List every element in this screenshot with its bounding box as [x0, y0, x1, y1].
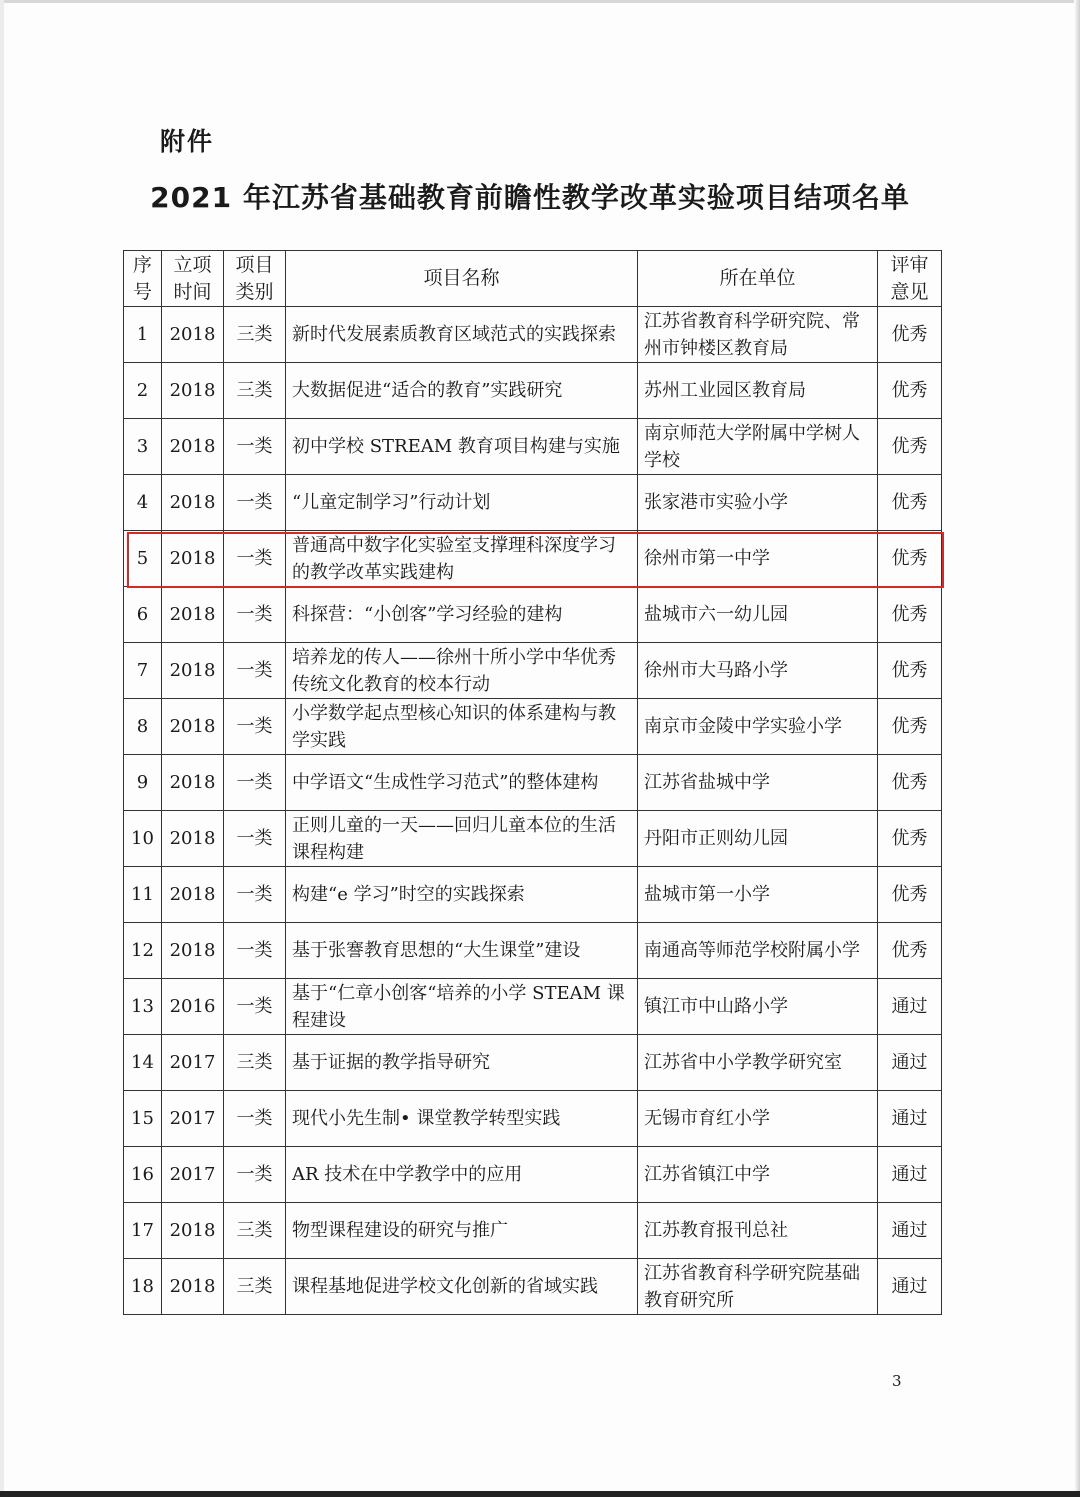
cell-project-name: 基于张謇教育思想的“大生课堂”建设 [286, 923, 638, 979]
page-number: 3 [892, 1372, 902, 1390]
cell-review: 通过 [878, 1203, 942, 1259]
cell-project-name: 培养龙的传人——徐州十所小学中华优秀传统文化教育的校本行动 [286, 643, 638, 699]
scan-edge-right [1074, 0, 1080, 1497]
cell-index: 2 [124, 363, 162, 419]
cell-review: 优秀 [878, 363, 942, 419]
cell-project-name: 普通高中数字化实验室支撑理科深度学习的教学改革实践建构 [286, 531, 638, 587]
cell-unit: 江苏省盐城中学 [638, 755, 878, 811]
scan-edge-bottom [0, 1491, 1080, 1497]
cell-project-name: 中学语文“生成性学习范式”的整体建构 [286, 755, 638, 811]
table-body [124, 307, 942, 1315]
cell-category: 一类 [224, 1091, 286, 1147]
cell-unit: 镇江市中山路小学 [638, 979, 878, 1035]
cell-unit: 江苏省镇江中学 [638, 1147, 878, 1203]
cell-index: 17 [124, 1203, 162, 1259]
cell-start-year: 2018 [162, 587, 224, 643]
cell-index: 1 [124, 307, 162, 363]
cell-project-name: 正则儿童的一天——回归儿童本位的生活课程构建 [286, 811, 638, 867]
cell-category: 三类 [224, 307, 286, 363]
cell-unit: 无锡市育红小学 [638, 1091, 878, 1147]
table-row [124, 307, 942, 363]
table-row [124, 1091, 942, 1147]
cell-review: 优秀 [878, 531, 942, 587]
cell-unit: 苏州工业园区教育局 [638, 363, 878, 419]
cell-project-name: 构建“e 学习”时空的实践探索 [286, 867, 638, 923]
cell-category: 一类 [224, 531, 286, 587]
cell-review: 优秀 [878, 923, 942, 979]
cell-project-name: 初中学校 STREAM 教育项目构建与实施 [286, 419, 638, 475]
cell-start-year: 2018 [162, 307, 224, 363]
cell-start-year: 2016 [162, 979, 224, 1035]
cell-unit: 南通高等师范学校附属小学 [638, 923, 878, 979]
cell-index: 10 [124, 811, 162, 867]
cell-index: 12 [124, 923, 162, 979]
cell-category: 三类 [224, 1203, 286, 1259]
cell-unit: 南京师范大学附属中学树人学校 [638, 419, 878, 475]
cell-start-year: 2018 [162, 1203, 224, 1259]
cell-index: 9 [124, 755, 162, 811]
cell-category: 一类 [224, 811, 286, 867]
cell-start-year: 2018 [162, 643, 224, 699]
table-row [124, 979, 942, 1035]
cell-review: 优秀 [878, 643, 942, 699]
cell-index: 3 [124, 419, 162, 475]
cell-unit: 张家港市实验小学 [638, 475, 878, 531]
table-row [124, 1203, 942, 1259]
cell-start-year: 2018 [162, 867, 224, 923]
cell-review: 通过 [878, 1147, 942, 1203]
cell-project-name: 科探营：“小创客”学习经验的建构 [286, 587, 638, 643]
table-row [124, 363, 942, 419]
cell-start-year: 2018 [162, 531, 224, 587]
cell-start-year: 2017 [162, 1147, 224, 1203]
cell-index: 4 [124, 475, 162, 531]
cell-unit: 南京市金陵中学实验小学 [638, 699, 878, 755]
cell-index: 14 [124, 1035, 162, 1091]
cell-category: 一类 [224, 923, 286, 979]
cell-review: 优秀 [878, 587, 942, 643]
cell-project-name: “儿童定制学习”行动计划 [286, 475, 638, 531]
cell-project-name: 基于证据的教学指导研究 [286, 1035, 638, 1091]
cell-review: 通过 [878, 1259, 942, 1315]
header-unit: 所在单位 [638, 251, 878, 307]
header-index: 序号 [124, 251, 162, 307]
cell-category: 三类 [224, 1259, 286, 1315]
table-row [124, 923, 942, 979]
table-row [124, 475, 942, 531]
cell-review: 优秀 [878, 307, 942, 363]
cell-review: 优秀 [878, 755, 942, 811]
cell-start-year: 2018 [162, 811, 224, 867]
cell-unit: 徐州市第一中学 [638, 531, 878, 587]
cell-category: 一类 [224, 979, 286, 1035]
cell-start-year: 2017 [162, 1091, 224, 1147]
table-row [124, 531, 942, 587]
cell-category: 三类 [224, 363, 286, 419]
cell-index: 13 [124, 979, 162, 1035]
cell-review: 通过 [878, 979, 942, 1035]
cell-review: 优秀 [878, 475, 942, 531]
cell-category: 一类 [224, 475, 286, 531]
cell-category: 一类 [224, 699, 286, 755]
cell-unit: 江苏省教育科学研究院、常州市钟楼区教育局 [638, 307, 878, 363]
table-row [124, 699, 942, 755]
cell-project-name: 大数据促进“适合的教育”实践研究 [286, 363, 638, 419]
cell-unit: 徐州市大马路小学 [638, 643, 878, 699]
cell-category: 一类 [224, 1147, 286, 1203]
header-project-name: 项目名称 [286, 251, 638, 307]
cell-unit: 江苏教育报刊总社 [638, 1203, 878, 1259]
cell-review: 通过 [878, 1091, 942, 1147]
table-row [124, 867, 942, 923]
cell-category: 一类 [224, 867, 286, 923]
cell-start-year: 2018 [162, 363, 224, 419]
cell-index: 5 [124, 531, 162, 587]
cell-category: 一类 [224, 419, 286, 475]
cell-start-year: 2017 [162, 1035, 224, 1091]
table-row [124, 811, 942, 867]
cell-index: 16 [124, 1147, 162, 1203]
cell-unit: 盐城市第一小学 [638, 867, 878, 923]
scan-edge-top [0, 0, 1080, 3]
cell-unit: 丹阳市正则幼儿园 [638, 811, 878, 867]
cell-index: 15 [124, 1091, 162, 1147]
cell-review: 优秀 [878, 867, 942, 923]
cell-project-name: 物型课程建设的研究与推广 [286, 1203, 638, 1259]
cell-category: 三类 [224, 1035, 286, 1091]
cell-unit: 江苏省中小学教学研究室 [638, 1035, 878, 1091]
cell-project-name: 小学数学起点型核心知识的体系建构与教学实践 [286, 699, 638, 755]
table-row [124, 1035, 942, 1091]
cell-project-name: 基于“仁章小创客“培养的小学 STEAM 课程建设 [286, 979, 638, 1035]
cell-category: 一类 [224, 643, 286, 699]
cell-index: 11 [124, 867, 162, 923]
table-row [124, 1147, 942, 1203]
project-table [123, 250, 942, 1315]
cell-project-name: AR 技术在中学教学中的应用 [286, 1147, 638, 1203]
table-header-row [124, 251, 942, 307]
cell-review: 优秀 [878, 419, 942, 475]
cell-start-year: 2018 [162, 923, 224, 979]
table-row [124, 643, 942, 699]
scan-edge-left [0, 0, 4, 1497]
cell-index: 6 [124, 587, 162, 643]
cell-index: 7 [124, 643, 162, 699]
cell-start-year: 2018 [162, 475, 224, 531]
cell-start-year: 2018 [162, 419, 224, 475]
cell-index: 18 [124, 1259, 162, 1315]
cell-project-name: 新时代发展素质教育区域范式的实践探索 [286, 307, 638, 363]
document-title: 2021 年江苏省基础教育前瞻性教学改革实验项目结项名单 [150, 181, 910, 214]
table-row [124, 419, 942, 475]
header-category: 项目类别 [224, 251, 286, 307]
table-row [124, 587, 942, 643]
cell-start-year: 2018 [162, 755, 224, 811]
cell-unit: 江苏省教育科学研究院基础教育研究所 [638, 1259, 878, 1315]
cell-category: 一类 [224, 587, 286, 643]
header-start-year: 立项时间 [162, 251, 224, 307]
cell-index: 8 [124, 699, 162, 755]
header-review: 评审意见 [878, 251, 942, 307]
cell-project-name: 现代小先生制• 课堂教学转型实践 [286, 1091, 638, 1147]
table-row [124, 755, 942, 811]
attachment-label: 附件 [160, 127, 215, 156]
cell-review: 通过 [878, 1035, 942, 1091]
table-row [124, 1259, 942, 1315]
cell-review: 优秀 [878, 811, 942, 867]
cell-start-year: 2018 [162, 1259, 224, 1315]
cell-category: 一类 [224, 755, 286, 811]
cell-unit: 盐城市六一幼儿园 [638, 587, 878, 643]
cell-project-name: 课程基地促进学校文化创新的省域实践 [286, 1259, 638, 1315]
cell-review: 优秀 [878, 699, 942, 755]
cell-start-year: 2018 [162, 699, 224, 755]
